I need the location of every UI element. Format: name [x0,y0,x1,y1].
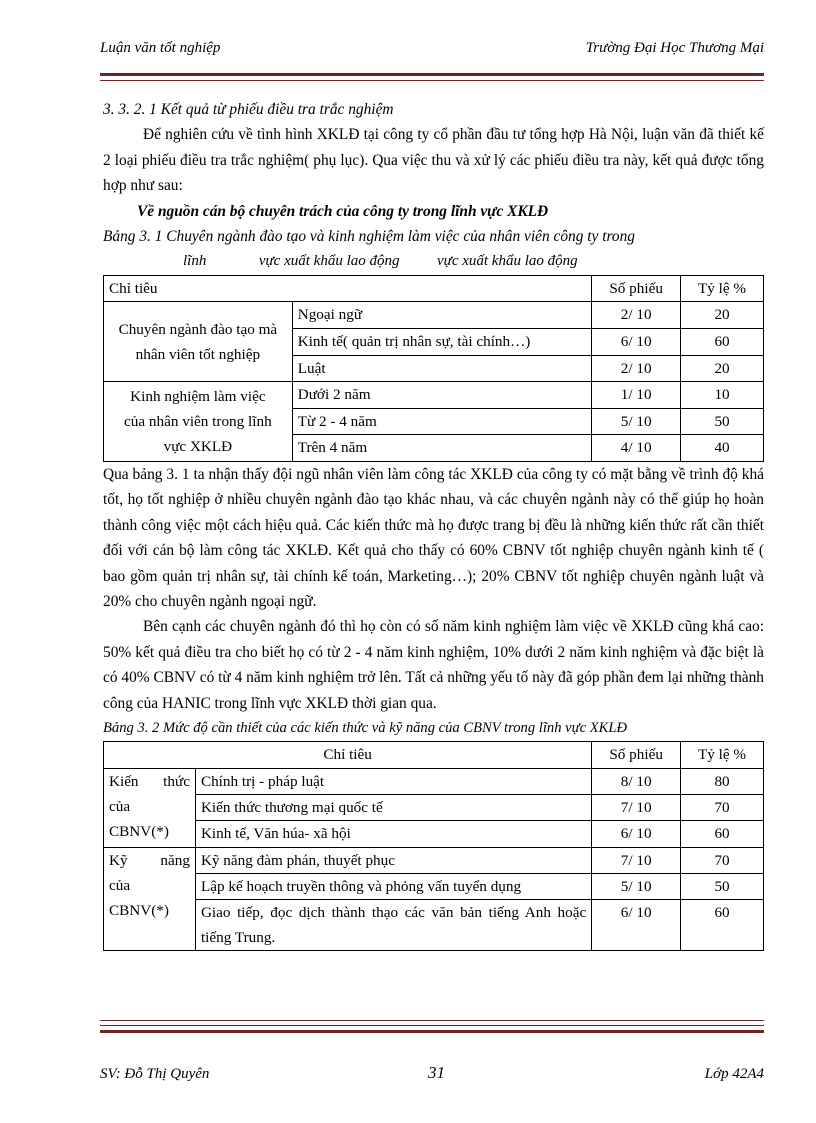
row-item: Kiến thức thương mại quốc tế [195,795,591,821]
row-percent: 60 [681,821,764,847]
header-rule [100,73,764,81]
table-header-row [104,275,764,302]
analysis-paragraph-2: Bên cạnh các chuyên ngành đó thì họ còn có số năm kinh nghiệm làm việc về XKLĐ cũng khá cao: 50% kết quả điều tra cho biết họ có từ 2 - 4 năm kinh nghiệm, 10% dưới 2 năm kinh nghiệm và đặc biệt là có 40% CBNV có từ 4 năm kinh nghiệm trở lên. Tất cả những yếu tố này đã góp phần đem lại những thành công của HANIC trong lĩnh vực XKLĐ thời gian qua. [103,618,764,712]
row-count: 5/ 10 [592,873,681,899]
row-count: 6/ 10 [592,329,681,356]
row-item: Lập kế hoạch truyền thông và phỏng vấn tuyển dụng [195,873,591,899]
page-content [103,97,764,951]
row-item: Giao tiếp, đọc dịch thành thạo các văn bản tiếng Anh hoặc tiếng Trung. [195,900,591,951]
header-criteria: Chỉ tiêu [104,275,592,302]
row-count: 2/ 10 [592,355,681,382]
row-item: Chính trị - pháp luật [195,768,591,794]
row-item: Luật [292,355,591,382]
intro-paragraph: Để nghiên cứu về tình hình XKLĐ tại công ty cổ phần đầu tư tổng hợp Hà Nội, luận văn đã thiết kế 2 loại phiếu điều tra trắc nghiệm( phụ lục). Qua việc thu và xử lý các phiếu điều tra này, kết quả được tổng hợp như sau: [103,126,764,195]
group-label-word: CBNV(*) [109,822,169,840]
section-heading: 3. 3. 2. 1 Kết quả từ phiếu điều tra trắc nghiệm [103,101,394,118]
row-percent: 60 [681,900,764,951]
table-row [104,847,764,873]
row-item: Từ 2 - 4 năm [292,408,591,435]
row-item: Kỹ năng đàm phán, thuyết phục [195,847,591,873]
group-label-word: năng [160,851,190,869]
page-footer [100,1063,764,1090]
row-count: 8/ 10 [592,768,681,794]
table-row [104,302,764,329]
table2-caption: Bảng 3. 2 Mức độ cần thiết của các kiến thức và kỹ năng của CBNV trong lĩnh vực XKLĐ [103,720,628,737]
group-label [104,768,196,847]
table-knowledge-skills [103,741,764,951]
group-label-word: của [109,797,131,815]
row-percent: 70 [681,795,764,821]
analysis-paragraph-1: Qua bảng 3. 1 ta nhận thấy đội ngũ nhân viên làm công tác XKLĐ của công ty có mặt bằng về trình độ khá tốt, họ tốt nghiệp ở nhiều chuyên ngành đào tạo khác nhau, và các chuyên ngành này có thể giúp họ hoàn thành công việc một cách hiệu quả. Các kiến thức mà họ được trang bị đều là những kiến thức rất cần thiết đối với cán bộ làm công tác XKLĐ. Kết quả cho thấy có 60% CBNV tốt nghiệp chuyên ngành kinh tế ( bao gồm quản trị nhân sự, tài chính kế toán, Marketing…); 20% CBNV tốt nghiệp chuyên ngành luật và 20% cho chuyên ngành ngoại ngữ. [103,466,764,611]
row-percent: 50 [681,408,764,435]
group-label-word: CBNV(*) [109,901,169,919]
header-criteria: Chỉ tiêu [104,742,592,768]
row-percent: 20 [681,302,764,329]
header-thesis-label: Luận văn tốt nghiệp [100,40,221,56]
row-count: 7/ 10 [592,795,681,821]
row-item: Kinh tế( quản trị nhân sự, tài chính…) [292,329,591,356]
header-university: Trường Đại Học Thương Mại [585,40,764,56]
row-count: 5/ 10 [592,408,681,435]
footer-student: SV: Đỗ Thị Quyên [100,1066,210,1082]
table-header-row [104,742,764,768]
table1-caption: Bảng 3. 1 Chuyên ngành đào tạo và kinh nghiệm làm việc của nhân viên công ty trong [103,228,636,246]
header-percent: Tỷ lệ % [681,275,764,302]
row-item: Dưới 2 năm [292,382,591,409]
row-count: 6/ 10 [592,900,681,951]
row-count: 4/ 10 [592,435,681,462]
table-training-experience [103,275,764,462]
header-count: Số phiếu [592,275,681,302]
table-row [104,821,764,847]
group-label: Kinh nghiệm làm việc của nhân viên trong lĩnh vực XKLĐ [104,382,293,462]
row-percent: 20 [681,355,764,382]
footer-rule [100,1020,764,1036]
row-percent: 40 [681,435,764,462]
row-item: Ngoại ngữ [292,302,591,329]
row-item: Kinh tế, Văn húa- xã hội [195,821,591,847]
row-percent: 80 [681,768,764,794]
table-row [104,768,764,794]
group-label-word: Kỹ [109,851,128,869]
row-count: 2/ 10 [592,302,681,329]
page-number: 31 [428,1063,445,1082]
page-header [100,40,764,64]
header-count: Số phiếu [592,742,681,768]
row-item: Trên 4 năm [292,435,591,462]
footer-class: Lớp 42A4 [704,1066,764,1082]
row-count: 6/ 10 [592,821,681,847]
table-row [104,900,764,951]
row-percent: 70 [681,847,764,873]
row-percent: 50 [681,873,764,899]
subheading: Về nguồn cán bộ chuyên trách của công ty trong lĩnh vực XKLĐ [137,202,549,220]
group-label-word: thức [163,772,190,790]
row-percent: 10 [681,382,764,409]
table-row [104,382,764,409]
row-count: 7/ 10 [592,847,681,873]
group-label [104,847,196,951]
group-label-word: của [109,876,131,894]
table-row [104,795,764,821]
row-count: 1/ 10 [592,382,681,409]
table1-caption-line2: lĩnh vực xuất khẩu lao động vực xuất khẩu lao động [183,253,578,270]
group-label: Chuyên ngành đào tạo mà nhân viên tốt nghiệp [104,302,293,382]
row-percent: 60 [681,329,764,356]
group-label-word: Kiến [109,772,139,790]
header-percent: Tỷ lệ % [681,742,764,768]
table-row [104,873,764,899]
